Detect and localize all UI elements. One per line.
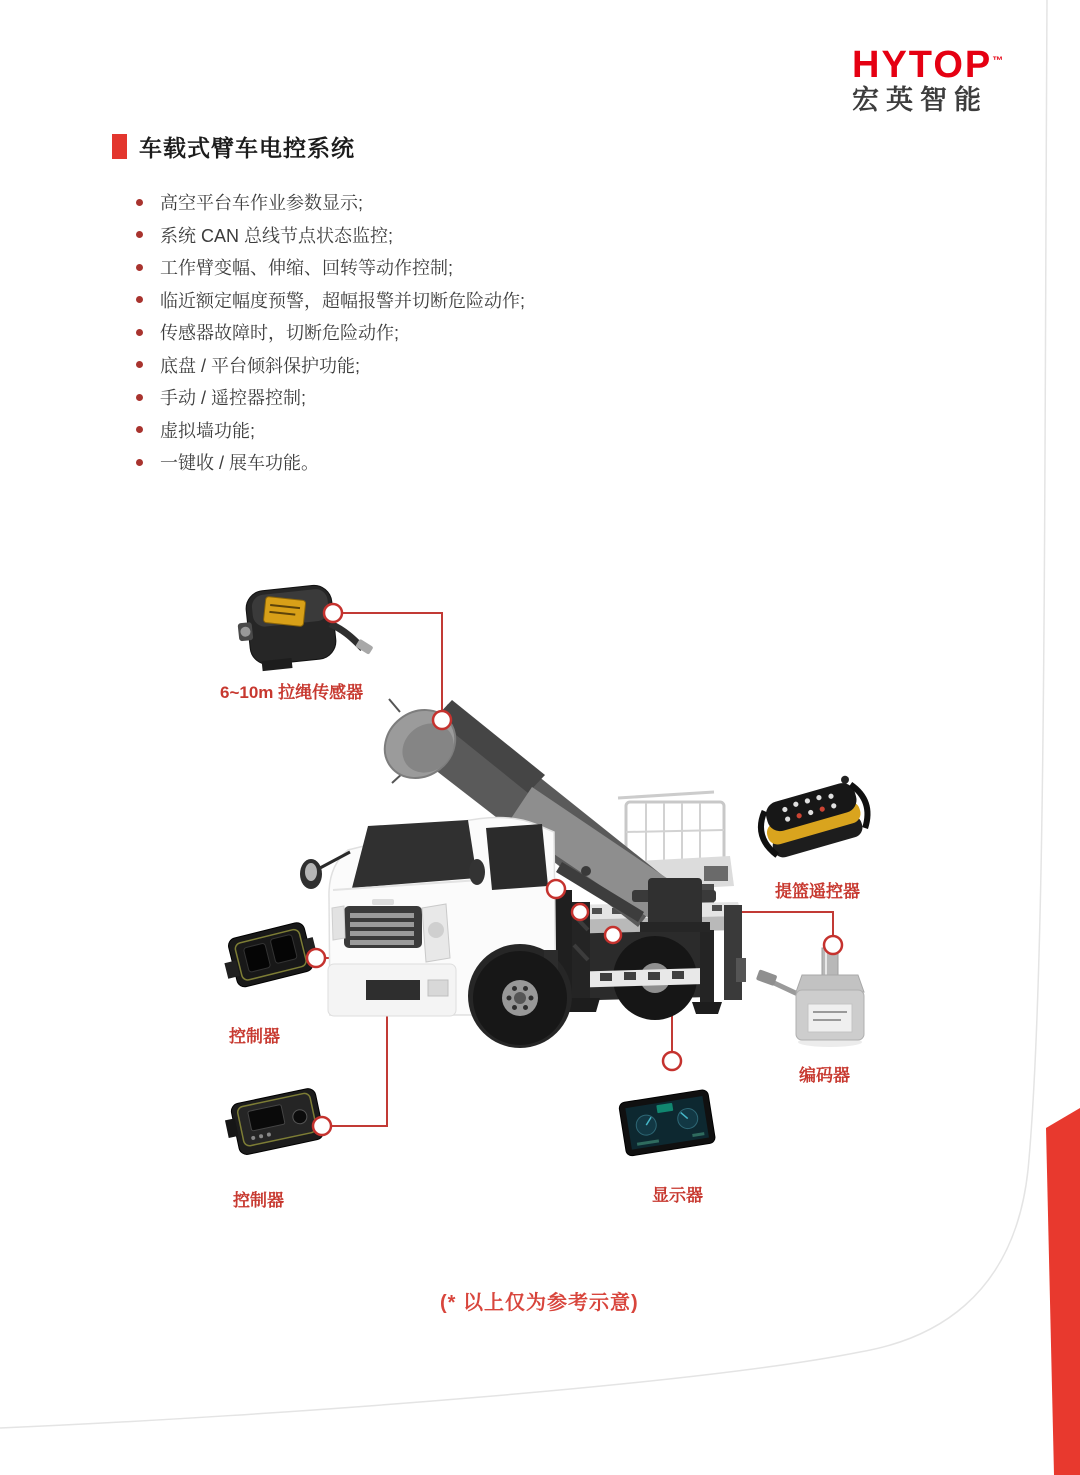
logo-company: 宏英智能 <box>852 85 988 115</box>
feature-item <box>136 219 525 252</box>
controller-bottom-illustration <box>222 1087 325 1157</box>
controller-bottom-label: 控制器 <box>233 1191 284 1210</box>
feature-text: 工作臂变幅、伸缩、回转等动作控制; <box>160 258 453 279</box>
dot-controller-top <box>307 949 325 967</box>
bullet-icon <box>136 329 143 336</box>
page-title: 车载式臂车电控系统 <box>139 135 355 161</box>
feature-text: 虚拟墙功能; <box>160 420 256 441</box>
encoder-label: 编码器 <box>799 1066 850 1085</box>
corner-red-ribbon <box>1046 1108 1080 1475</box>
dot-encoder <box>824 936 842 954</box>
feature-item <box>136 251 525 284</box>
bullet-icon <box>136 296 143 303</box>
truck-illustration <box>300 696 746 1048</box>
feature-item <box>136 284 525 317</box>
bullet-icon <box>136 264 143 271</box>
trademark-symbol: ™ <box>992 55 1004 67</box>
feature-text: 高空平台车作业参数显示; <box>160 193 363 214</box>
feature-item <box>136 349 525 382</box>
front-wheel <box>473 951 567 1045</box>
dot-boom-anchor <box>433 711 451 729</box>
basket-remote-illustration <box>753 772 874 862</box>
bullet-icon <box>136 426 143 433</box>
feature-text: 手动 / 遥控器控制; <box>160 388 307 409</box>
bullet-icon <box>136 231 143 238</box>
rope-sensor-illustration <box>234 580 374 673</box>
dot-bed-anchor <box>605 927 621 943</box>
controller-top-label: 控制器 <box>229 1027 280 1046</box>
logo <box>852 44 1004 115</box>
feature-list <box>136 186 525 479</box>
feature-item <box>136 414 525 447</box>
feature-text: 系统 CAN 总线节点状态监控; <box>160 225 394 246</box>
feature-item <box>136 381 525 414</box>
footnote: (* 以上仅为参考示意) <box>440 1292 639 1314</box>
bullet-icon <box>136 199 143 206</box>
dot-rope-sensor <box>324 604 342 622</box>
bullet-icon <box>136 394 143 401</box>
dot-display <box>663 1052 681 1070</box>
dot-controller-bottom <box>313 1117 331 1135</box>
bullet-icon <box>136 459 143 466</box>
feature-text: 传感器故障时，切断危险动作; <box>160 323 399 344</box>
basket-remote-label: 提篮遥控器 <box>775 882 860 901</box>
feature-item <box>136 316 525 349</box>
logo-brand: HYTOP™ <box>852 44 1004 86</box>
bullet-icon <box>136 361 143 368</box>
feature-item <box>136 186 525 219</box>
feature-item <box>136 446 525 479</box>
encoder-illustration <box>756 948 864 1047</box>
dot-boom-mid-anchor <box>547 880 565 898</box>
dot-turret-anchor <box>572 904 588 920</box>
controller-top-illustration <box>219 920 320 991</box>
rope-sensor-label: 6~10m 拉绳传感器 <box>220 683 364 702</box>
display-label: 显示器 <box>652 1186 703 1205</box>
section-title-row <box>112 130 355 163</box>
feature-text: 临近额定幅度预警，超幅报警并切断危险动作; <box>160 290 525 311</box>
feature-text: 底盘 / 平台倾斜保护功能; <box>160 355 361 376</box>
title-marker <box>112 134 127 159</box>
feature-text: 一键收 / 展车功能。 <box>160 453 320 474</box>
display-illustration <box>618 1089 715 1156</box>
